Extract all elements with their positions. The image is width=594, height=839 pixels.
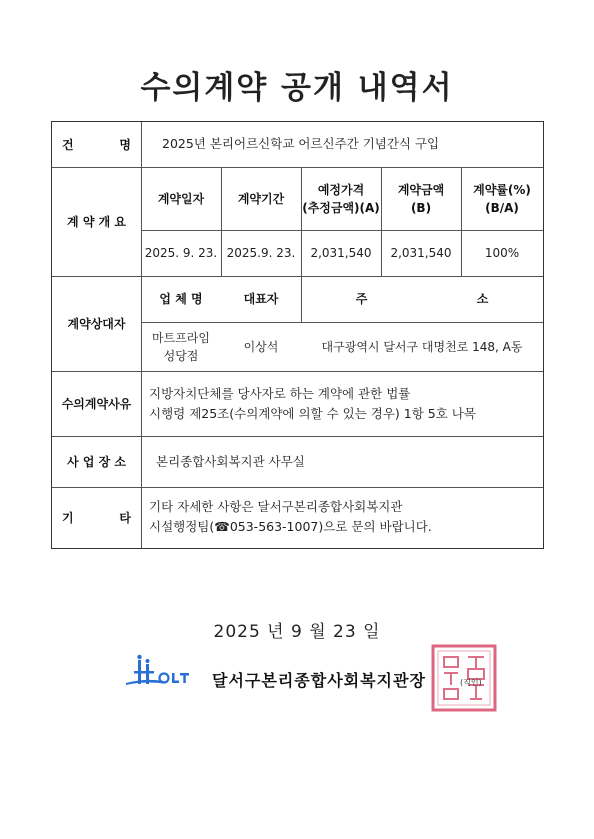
contract-form-table bbox=[51, 121, 544, 549]
subject-label: 건 명 bbox=[62, 138, 131, 152]
document-title: 수의계약 공개 내역서 bbox=[140, 70, 454, 106]
header-estimated-price: 예정가격 (추정금액)(A) bbox=[302, 182, 380, 215]
header-company-name: 업 체 명 bbox=[159, 292, 203, 306]
value-contract-period: 2025.9. 23. bbox=[226, 246, 296, 260]
header-contract-date: 계약일자 bbox=[157, 191, 205, 206]
subject-value: 2025년 본리어르신학교 어르신주간 기념간식 구입 bbox=[162, 136, 440, 151]
reason-label: 수의계약사유 bbox=[61, 397, 132, 411]
value-contract-date: 2025. 9. 23. bbox=[144, 246, 218, 260]
holt-logo-icon bbox=[124, 654, 198, 692]
header-address: 주 소 bbox=[355, 292, 489, 306]
contract-overview-label: 계 약 개 요 bbox=[67, 215, 126, 229]
issue-date: 2025 년 9 월 23 일 bbox=[213, 622, 381, 642]
location-value: 본리종합사회복지관 사무실 bbox=[156, 454, 305, 469]
seal-note: (직인) bbox=[460, 678, 482, 687]
issuer-name: 달서구본리종합사회복지관장 bbox=[212, 671, 426, 690]
header-representative: 대표자 bbox=[243, 292, 279, 306]
value-address: 대구광역시 달서구 대명천로 148, A동 bbox=[321, 339, 523, 354]
value-contract-amount: 2,031,540 bbox=[390, 246, 452, 260]
reason-line-2: 시행령 제25조(수의계약에 의할 수 있는 경우) 1항 5호 나목 bbox=[149, 406, 476, 421]
etc-label: 기 타 bbox=[62, 511, 131, 525]
value-estimated-price: 2,031,540 bbox=[310, 246, 372, 260]
value-contract-rate: 100% bbox=[484, 246, 520, 260]
counterparty-label: 계약상대자 bbox=[67, 317, 126, 331]
etc-line-2: 시설행정팀(☎053-563-1007)으로 문의 바랍니다. bbox=[149, 519, 432, 534]
header-contract-period: 계약기간 bbox=[237, 191, 285, 206]
location-label: 사 업 장 소 bbox=[67, 455, 126, 469]
header-contract-rate: 계약률(%) (B/A) bbox=[473, 182, 531, 215]
etc-line-1: 기타 자세한 사항은 달서구본리종합사회복지관 bbox=[149, 499, 403, 514]
reason-line-1: 지방자치단체를 당사자로 하는 계약에 관한 법률 bbox=[149, 386, 411, 401]
value-company-name: 마트프라임 성당점 bbox=[152, 330, 210, 363]
header-contract-amount: 계약금액 (B) bbox=[397, 182, 445, 215]
value-representative: 이상석 bbox=[243, 339, 279, 354]
